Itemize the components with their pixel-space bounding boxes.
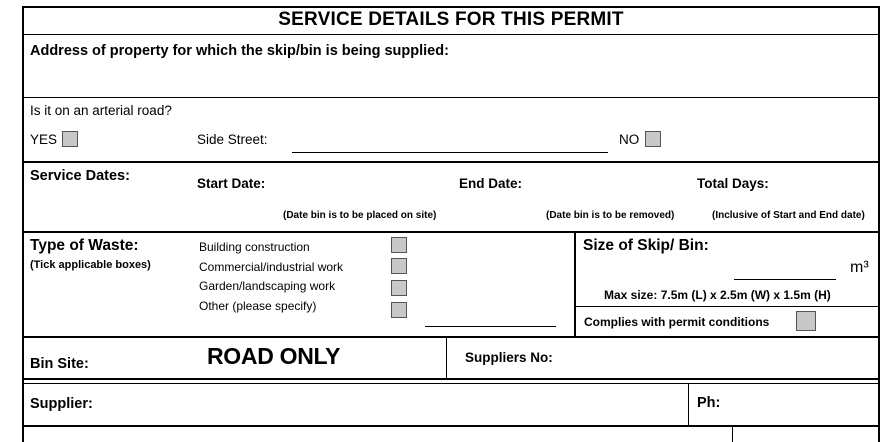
waste-sublabel: (Tick applicable boxes) bbox=[30, 259, 151, 271]
skip-size-inner-divider bbox=[574, 306, 880, 307]
form-border-top bbox=[22, 6, 880, 8]
building-checkbox[interactable] bbox=[391, 237, 407, 253]
end-date-label[interactable]: End Date: bbox=[459, 176, 523, 191]
supplier-divider-vertical bbox=[688, 383, 689, 425]
bin-site-divider bbox=[22, 378, 880, 380]
arterial-divider bbox=[22, 161, 880, 163]
bin-site-divider-double bbox=[22, 383, 880, 384]
dates-divider bbox=[22, 231, 880, 233]
skip-size-divider-vertical bbox=[574, 231, 576, 336]
side-street-label: Side Street: bbox=[197, 132, 268, 147]
complies-checkbox[interactable] bbox=[796, 311, 816, 331]
bin-site-label: Bin Site: bbox=[30, 356, 89, 372]
form-border-left bbox=[22, 6, 24, 442]
supplier-label[interactable]: Supplier: bbox=[30, 396, 93, 412]
skip-size-field[interactable] bbox=[734, 279, 836, 280]
phone-label[interactable]: Ph: bbox=[697, 395, 721, 411]
side-street-field[interactable] bbox=[292, 152, 608, 153]
next-row-divider-vertical bbox=[732, 426, 733, 442]
bin-site-value: ROAD ONLY bbox=[207, 343, 341, 369]
skip-size-label: Size of Skip/ Bin: bbox=[583, 237, 709, 254]
address-label: Address of property for which the skip/bin is being supplied: bbox=[30, 43, 449, 59]
start-date-note: (Date bin is to be placed on site) bbox=[283, 210, 437, 221]
bin-site-divider-vertical bbox=[446, 336, 447, 379]
commercial-checkbox[interactable] bbox=[391, 258, 407, 274]
garden-checkbox[interactable] bbox=[391, 280, 407, 296]
complies-label: Complies with permit conditions bbox=[584, 315, 770, 329]
title-divider bbox=[22, 34, 880, 35]
other-checkbox[interactable] bbox=[391, 302, 407, 318]
waste-option-commercial: Commercial/industrial work bbox=[199, 260, 344, 274]
form-border-right bbox=[878, 6, 880, 442]
supplier-divider bbox=[22, 425, 880, 427]
waste-divider bbox=[22, 336, 880, 338]
other-specify-field[interactable] bbox=[425, 326, 556, 327]
service-dates-label: Service Dates: bbox=[30, 168, 130, 184]
max-size-note: Max size: 7.5m (L) x 2.5m (W) x 1.5m (H) bbox=[604, 288, 831, 302]
end-date-note: (Date bin is to be removed) bbox=[546, 210, 675, 221]
total-days-label[interactable]: Total Days: bbox=[697, 176, 769, 191]
total-days-note: (Inclusive of Start and End date) bbox=[712, 210, 865, 221]
yes-label: YES bbox=[30, 132, 58, 147]
no-label: NO bbox=[619, 132, 640, 147]
cubic-metre-unit: m³ bbox=[850, 259, 869, 276]
no-checkbox[interactable] bbox=[645, 131, 661, 147]
arterial-question: Is it on an arterial road? bbox=[30, 103, 172, 118]
waste-label: Type of Waste: bbox=[30, 237, 139, 254]
form-title: SERVICE DETAILS FOR THIS PERMIT bbox=[278, 9, 624, 30]
yes-checkbox[interactable] bbox=[62, 131, 78, 147]
waste-option-other: Other (please specify) bbox=[199, 299, 317, 313]
waste-option-garden: Garden/landscaping work bbox=[199, 279, 336, 293]
address-divider bbox=[22, 97, 880, 98]
waste-option-building: Building construction bbox=[199, 240, 310, 254]
suppliers-no-label[interactable]: Suppliers No: bbox=[465, 350, 553, 365]
start-date-label[interactable]: Start Date: bbox=[197, 176, 266, 191]
